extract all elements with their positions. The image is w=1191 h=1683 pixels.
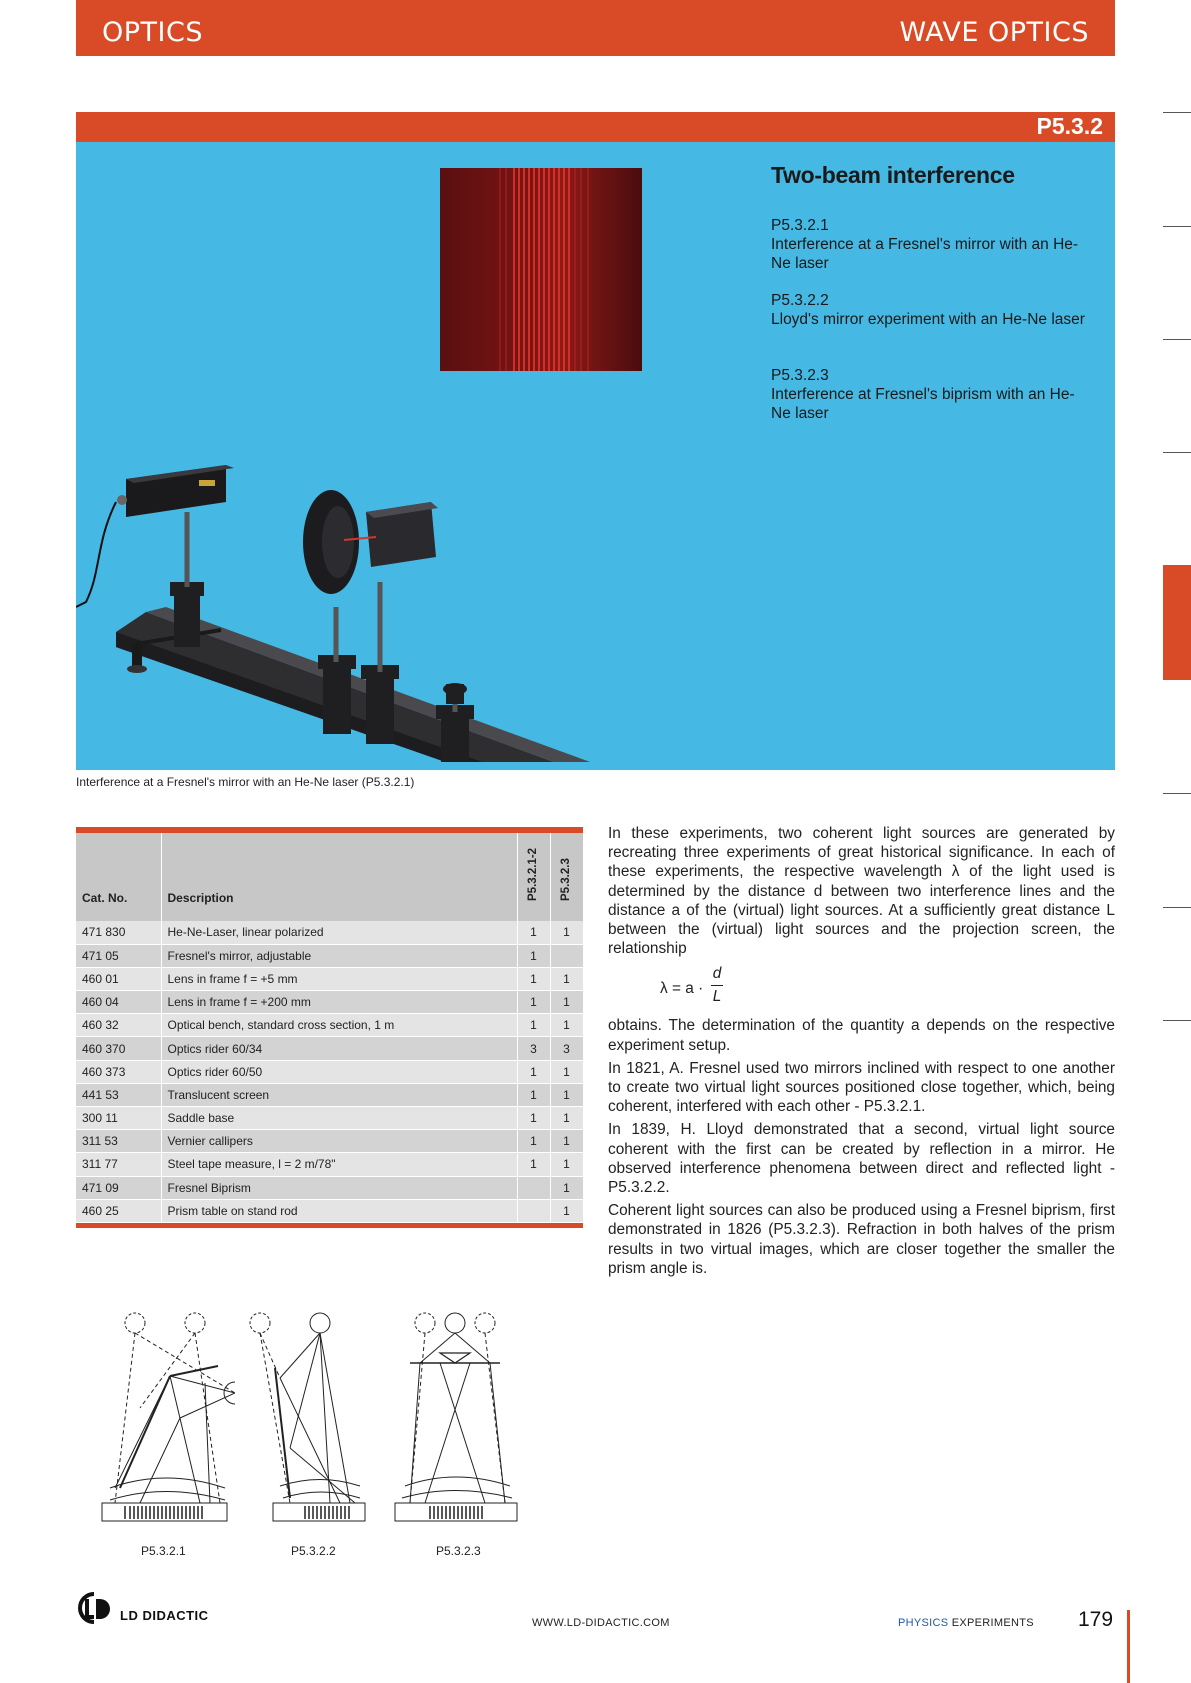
margin-tick xyxy=(1163,112,1191,113)
description-cell: Fresnel's mirror, adjustable xyxy=(161,944,517,967)
cat-no-cell: 460 32 xyxy=(76,1014,161,1037)
table-row xyxy=(76,944,583,967)
experiment-entry xyxy=(771,366,1091,423)
qty-cell: 1 xyxy=(550,1060,583,1083)
formula-numerator: d xyxy=(712,965,722,983)
description-cell: Optics rider 60/34 xyxy=(161,1037,517,1060)
qty-cell: 1 xyxy=(550,991,583,1014)
margin-tick xyxy=(1163,452,1191,453)
page-number: 179 xyxy=(1078,1608,1114,1631)
column-header-label: P5.3.2.3 xyxy=(559,858,572,901)
table-row xyxy=(76,1176,583,1199)
ld-logo-icon xyxy=(76,1592,116,1624)
margin-tick xyxy=(1163,1020,1191,1021)
table-row xyxy=(76,921,583,944)
catalogue-label-physics: PHYSICS xyxy=(898,1617,949,1629)
column-header-p5321-2 xyxy=(517,833,550,921)
description-cell: Fresnel Biprism xyxy=(161,1176,517,1199)
fresnel-mirror-diagram xyxy=(100,1308,235,1530)
interference-pattern-image xyxy=(440,168,642,371)
fresnel-biprism-diagram xyxy=(390,1308,525,1530)
diagram-label: P5.3.2.1 xyxy=(141,1544,186,1558)
column-header-p5323 xyxy=(550,833,583,921)
description-cell: Optical bench, standard cross section, 1 m xyxy=(161,1014,517,1037)
experiment-title: Lloyd's mirror experiment with an He-Ne laser xyxy=(771,311,1085,328)
qty-cell: 1 xyxy=(550,1014,583,1037)
section-header-bar xyxy=(76,0,1115,56)
description-cell: Prism table on stand rod xyxy=(161,1199,517,1222)
formula-fraction xyxy=(711,964,723,1005)
description-cell: Lens in frame f = +5 mm xyxy=(161,967,517,990)
page-edge-rule xyxy=(1127,1610,1130,1683)
cat-no-cell: 460 370 xyxy=(76,1037,161,1060)
cat-no-cell: 460 01 xyxy=(76,967,161,990)
qty-cell xyxy=(550,944,583,967)
diagram-label: P5.3.2.3 xyxy=(436,1544,481,1558)
cat-no-cell: 460 373 xyxy=(76,1060,161,1083)
description-cell: Lens in frame f = +200 mm xyxy=(161,991,517,1014)
experiment-entry xyxy=(771,291,1091,329)
hero-title: Two-beam interference xyxy=(771,162,1015,188)
website-url[interactable]: WWW.LD-DIDACTIC.COM xyxy=(532,1617,670,1629)
qty-cell: 3 xyxy=(517,1037,550,1060)
qty-cell: 3 xyxy=(550,1037,583,1060)
cat-no-cell: 300 11 xyxy=(76,1107,161,1130)
experiment-code: P5.3.2.1 xyxy=(771,217,829,234)
qty-cell: 1 xyxy=(550,1176,583,1199)
hero-panel xyxy=(76,142,1115,770)
description-cell: Translucent screen xyxy=(161,1083,517,1106)
lloyd-mirror-diagram xyxy=(245,1308,380,1530)
experiment-title: Interference at a Fresnel's mirror with an He-Ne laser xyxy=(771,236,1079,272)
qty-cell: 1 xyxy=(517,1130,550,1153)
table-row xyxy=(76,1083,583,1106)
catalogue-label xyxy=(898,1617,1034,1629)
table-row xyxy=(76,1153,583,1176)
description-cell: Saddle base xyxy=(161,1107,517,1130)
description-cell: He-Ne-Laser, linear polarized xyxy=(161,921,517,944)
table-row xyxy=(76,1060,583,1083)
qty-cell: 1 xyxy=(517,1014,550,1037)
subchapter-title: WAVE OPTICS xyxy=(899,17,1089,48)
qty-cell: 1 xyxy=(550,921,583,944)
cat-no-cell: 441 53 xyxy=(76,1083,161,1106)
body-paragraph: In 1839, H. Lloyd demonstrated that a second, virtual light source coherent with the first can be created by reflection in a mirror. He observed interference phenomena between direct and reflected light - P5.3.2.2. xyxy=(608,1121,1115,1197)
body-paragraph: In 1821, A. Fresnel used two mirrors inclined with respect to one another to create two virtual light sources positioned close together, which, being coherent, interfered with each other - P5.3.2.1. xyxy=(608,1059,1115,1116)
column-header-cat-no: Cat. No. xyxy=(76,833,161,921)
table-row xyxy=(76,1014,583,1037)
qty-cell: 1 xyxy=(550,1107,583,1130)
qty-cell: 1 xyxy=(517,1107,550,1130)
table-row xyxy=(76,1130,583,1153)
photo-caption: Interference at a Fresnel's mirror with an He-Ne laser (P5.3.2.1) xyxy=(76,775,415,789)
qty-cell: 1 xyxy=(517,944,550,967)
equipment-table xyxy=(76,827,583,1228)
margin-section-tab xyxy=(1163,565,1191,680)
qty-cell: 1 xyxy=(550,1130,583,1153)
qty-cell: 1 xyxy=(517,1153,550,1176)
formula-lhs: λ = a · xyxy=(660,980,704,998)
catalogue-label-experiments: EXPERIMENTS xyxy=(948,1617,1034,1629)
table-row xyxy=(76,1199,583,1222)
body-text xyxy=(608,824,1115,1282)
cat-no-cell: 471 09 xyxy=(76,1176,161,1199)
qty-cell: 1 xyxy=(550,1153,583,1176)
ld-didactic-logo xyxy=(76,1592,209,1624)
qty-cell: 1 xyxy=(517,921,550,944)
fraction-line xyxy=(711,985,723,986)
margin-tick xyxy=(1163,226,1191,227)
qty-cell: 1 xyxy=(517,967,550,990)
cat-no-cell: 460 04 xyxy=(76,991,161,1014)
experiment-code: P5.3.2.3 xyxy=(771,367,829,384)
margin-tick xyxy=(1163,907,1191,908)
body-paragraph: In these experiments, two coherent light sources are generated by recreating three experiments of great historical significance. In each of these experiments, the respective wavelength λ of the light used is determined by the distance d between two interference lines and the distance a of the (virtual) light sources. At a sufficiently great distance L between the (virtual) light sources and the projection screen, the relationship xyxy=(608,825,1115,958)
qty-cell: 1 xyxy=(550,1199,583,1222)
margin-tick xyxy=(1163,339,1191,340)
section-code: P5.3.2 xyxy=(1036,113,1103,139)
description-cell: Vernier callipers xyxy=(161,1130,517,1153)
table-row xyxy=(76,1037,583,1060)
body-paragraph: Coherent light sources can also be produced using a Fresnel biprism, first demonstrated in 1826 (P5.3.2.3). Refraction in both halves of the prism results in two virtual images, which are closer together the smaller the prism angle is. xyxy=(608,1202,1115,1277)
experiment-entry xyxy=(771,216,1091,273)
experiment-code: P5.3.2.2 xyxy=(771,292,829,309)
logo-text: LD DIDACTIC xyxy=(120,1607,209,1623)
body-paragraph: obtains. The determination of the quantity a depends on the respective experiment setup. xyxy=(608,1017,1115,1054)
qty-cell: 1 xyxy=(517,991,550,1014)
diagram-label: P5.3.2.2 xyxy=(291,1544,336,1558)
wavelength-formula xyxy=(608,962,1115,1016)
qty-cell: 1 xyxy=(517,1060,550,1083)
description-cell: Optics rider 60/50 xyxy=(161,1060,517,1083)
table-row xyxy=(76,967,583,990)
cat-no-cell: 311 53 xyxy=(76,1130,161,1153)
qty-cell: 1 xyxy=(550,1083,583,1106)
column-header-description: Description xyxy=(161,833,517,921)
experiment-setup-image xyxy=(76,362,716,762)
column-header-label: P5.3.2.1-2 xyxy=(526,847,539,901)
qty-cell xyxy=(517,1176,550,1199)
qty-cell xyxy=(517,1199,550,1222)
table-row xyxy=(76,1107,583,1130)
table-bottom-rule xyxy=(76,1223,583,1228)
qty-cell: 1 xyxy=(550,967,583,990)
experiment-title: Interference at Fresnel's biprism with an He-Ne laser xyxy=(771,386,1075,422)
chapter-title: OPTICS xyxy=(102,17,203,48)
cat-no-cell: 311 77 xyxy=(76,1153,161,1176)
qty-cell: 1 xyxy=(517,1083,550,1106)
cat-no-cell: 471 05 xyxy=(76,944,161,967)
cat-no-cell: 471 830 xyxy=(76,921,161,944)
section-code-bar xyxy=(76,112,1115,142)
table-row xyxy=(76,991,583,1014)
description-cell: Steel tape measure, l = 2 m/78" xyxy=(161,1153,517,1176)
formula-denominator: L xyxy=(712,987,722,1005)
margin-tick xyxy=(1163,793,1191,794)
cat-no-cell: 460 25 xyxy=(76,1199,161,1222)
